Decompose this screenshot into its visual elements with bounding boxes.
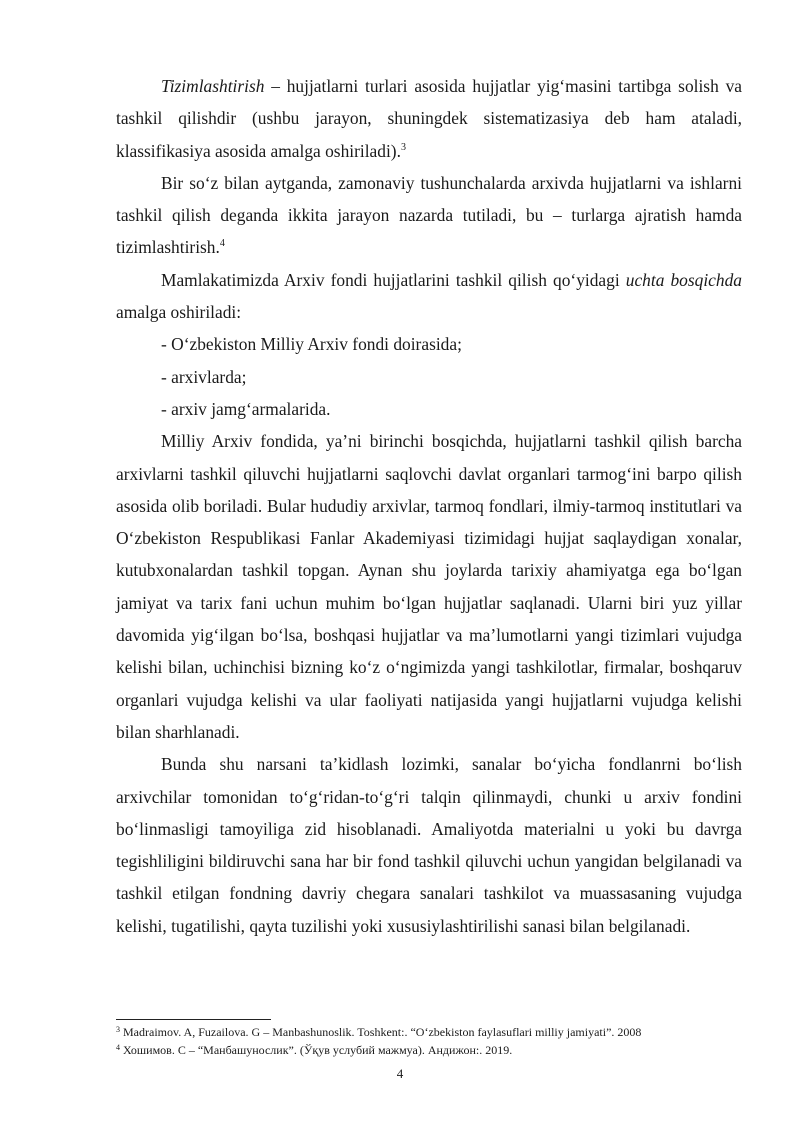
paragraph-bunda <box>116 748 742 942</box>
paragraph-milliy-arxiv <box>116 425 742 748</box>
footnote-number: 4 <box>116 1043 120 1052</box>
paragraph-text: Bir so‘z bilan aytganda, zamonaviy tushunchalarda arxivda hujjatlarni va ishlarni tashkil qilish deganda ikkita jarayon nazarda tutiladi, bu – turlarga ajratish hamda tizimlashtirish. <box>116 172 742 258</box>
paragraph-bir-soz <box>116 167 742 264</box>
paragraph-tizimlashtirish <box>116 70 742 167</box>
emphasis-uchta-bosqichda: uchta bosqichda <box>625 269 742 290</box>
term-tizimlashtirish: Tizimlashtirish <box>161 76 265 96</box>
paragraph-text: – hujjatlarni turlari asosida hujjatlar yig‘masini tartibga solish va tashkil qilishdir (ushbu jarayon, shuningdek sistematizasiya deb ham ataladi, klassifikasiya asosida amalga oshiriladi). <box>116 76 742 161</box>
footnote-text: Хошимов. С – “Манбашунослик”. (Ўқув услубий мажмуа). Андижон:. 2019. <box>120 1043 513 1057</box>
list-item: - arxiv jamg‘armalarida. <box>161 398 331 419</box>
footnotes <box>116 1023 756 1059</box>
footnote-text: Madraimov. A, Fuzailova. G – Manbashunoslik. Toshkent:. “O‘zbekiston faylasuflari milliy jamiyati”. 2008 <box>120 1025 642 1039</box>
paragraph-text: Mamlakatimizda Arxiv fondi hujjatlarini tashkil qilish qo‘yidagi <box>161 269 626 290</box>
document-body <box>116 70 742 942</box>
list-item: - arxivlarda; <box>161 366 247 387</box>
footnote-ref-3[interactable]: 3 <box>400 141 406 153</box>
footnote-number: 3 <box>116 1025 120 1034</box>
paragraph-text: Milliy Arxiv fondida, ya’ni birinchi bosqichda, hujjatlarni tashkil qilish barcha arxivlarni tashkil qiluvchi hujjatlarni saqlovchi davlat organlari tarmog‘ini barpo qilish asosida olib boriladi. Bular hududiy arxivlar, tarmoq fondlari, ilmiy-tarmoq institutlari va O‘zbekiston Respublikasi Fanlar Akademiyasi tizimidagi hujjat saqlaydigan xonalar, kutubxonalardan tashkil topgan. Aynan shu joylarda tarixiy ahamiyatga ega bo‘lgan jamiyat va tarix fani uchun muhim bo‘lgan hujjatlar saqlanadi. Ularni biri yuz yillar davomida yig‘ilgan bo‘lsa, boshqasi hujjatlar va ma’lumotlarni yangi tizimlari vujudga kelishi bilan, uchinchisi bizning ko‘z o‘ngimizda yangi tashkilotlar, firmalar, boshqaruv organlari vujudga kelishi va ular faoliyati natijasida yangi hujjatlarni vujudga kelishi bilan sharhlanadi. <box>116 431 742 742</box>
footnote-3 <box>116 1023 756 1041</box>
paragraph-text: amalga oshiriladi: <box>116 302 242 323</box>
footnote-separator <box>116 1019 271 1020</box>
paragraph-mamlakatimizda <box>116 264 742 329</box>
paragraph-text: Bunda shu narsani ta’kidlash lozimki, sanalar bo‘yicha fondlanrni bo‘lish arxivchilar tomonidan to‘g‘ridan-to‘g‘ri talqin qilinmaydi, chunki u arxiv fondini bo‘linmasligi tamoyiliga zid hisoblanadi. Amaliyotda materialni u yoki bu davrga tegishliligini bildiruvchi sana har bir fond tashkil qiluvchi uchun yangidan belgilanadi va tashkil etilgan fondning davriy chegara sanalari tashkilot va muassasaning vujudga kelishi, tugatilishi, qayta tuzilishi yoki xususiylashtirilishi sanasi bilan belgilanadi. <box>116 754 742 936</box>
footnote-ref-4[interactable]: 4 <box>219 238 225 250</box>
list-item: - O‘zbekiston Milliy Arxiv fondi doirasida; <box>161 334 462 355</box>
page-number: 4 <box>396 1066 404 1081</box>
footnote-4 <box>116 1041 756 1059</box>
